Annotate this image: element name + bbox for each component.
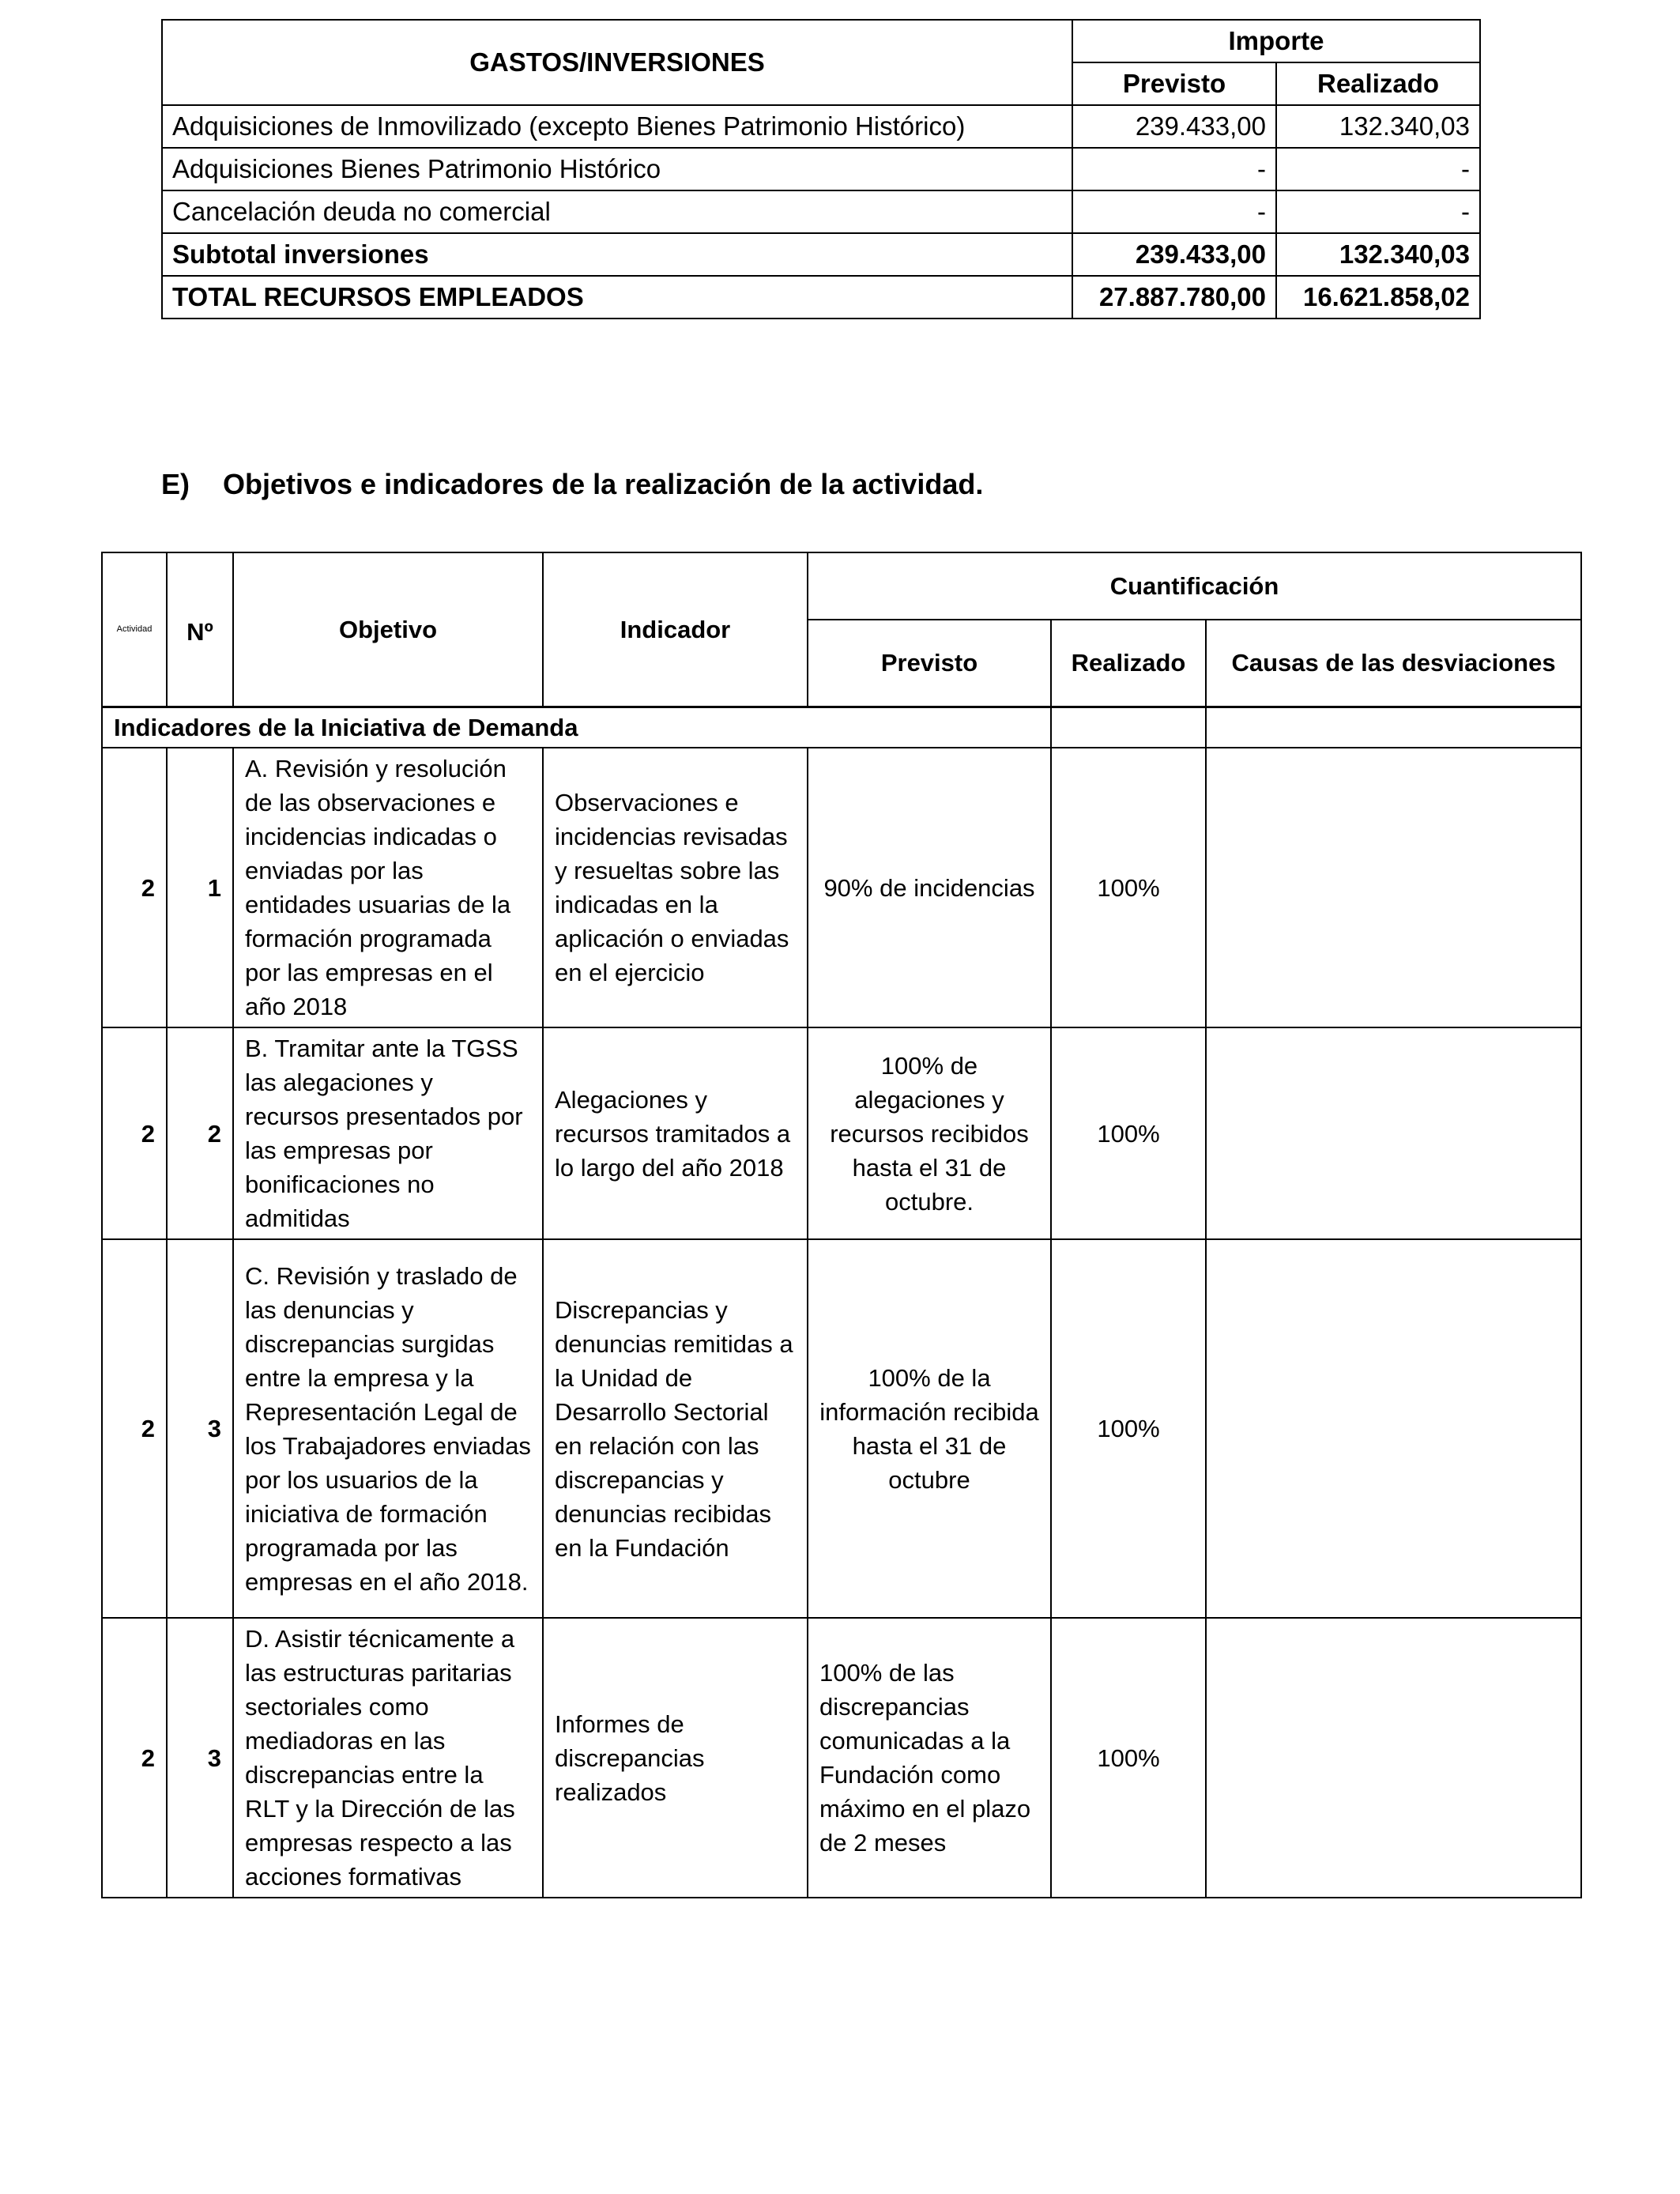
realizado-cell: - [1276,148,1480,190]
realizado-cell: - [1276,190,1480,233]
actividad-cell: 2 [102,1239,167,1618]
previsto-cell: 100% de alegaciones y recursos recibidos hasta el 31 de octubre. [808,1027,1051,1239]
numero-cell: 2 [167,1027,233,1239]
group-label: Indicadores de la Iniciativa de Demanda [102,707,1051,748]
gastos-header: GASTOS/INVERSIONES [162,20,1072,105]
realizado-cell: 100% [1051,1618,1206,1898]
concepto-cell: TOTAL RECURSOS EMPLEADOS [162,276,1072,319]
indicador-cell: Observaciones e incidencias revisadas y resueltas sobre las indicadas en la aplicación o enviadas en el ejercicio [543,748,808,1027]
section-letter: E) [161,468,190,500]
table-header-row [162,20,1480,62]
numero-cell: 3 [167,1239,233,1618]
concepto-cell: Subtotal inversiones [162,233,1072,276]
section-heading [161,468,983,501]
table-row [102,1618,1581,1898]
table-header-row [102,552,1581,620]
causas-cell [1206,1239,1581,1618]
total-row [162,276,1480,319]
indicador-cell: Discrepancias y denuncias remitidas a la Unidad de Desarrollo Sectorial en relación con las discrepancias y denuncias recibidas en la Fundación [543,1239,808,1618]
previsto-cell: 239.433,00 [1072,105,1276,148]
previsto-cell: - [1072,148,1276,190]
group-empty-cell [1051,707,1206,748]
subtotal-row [162,233,1480,276]
table-row [102,1027,1581,1239]
objetivo-cell: C. Revisión y traslado de las denuncias y discrepancias surgidas entre la empresa y la Representación Legal de los Trabajadores enviadas por los usuarios de la iniciativa de formación programada por las empresas en el año 2018. [233,1239,543,1618]
objetivo-cell: A. Revisión y resolución de las observaciones e incidencias indicadas o enviadas por las entidades usuarias de la formación programada por las empresas en el año 2018 [233,748,543,1027]
realizado-cell: 100% [1051,1239,1206,1618]
objetivo-cell: B. Tramitar ante la TGSS las alegaciones y recursos presentados por las empresas por bonificaciones no admitidas [233,1027,543,1239]
table-row [102,748,1581,1027]
realizado-cell: 100% [1051,748,1206,1027]
previsto-header: Previsto [1072,62,1276,105]
indicador-header: Indicador [543,552,808,707]
numero-cell: 1 [167,748,233,1027]
group-empty-cell [1206,707,1581,748]
previsto-cell: 100% de la información recibida hasta el 31 de octubre [808,1239,1051,1618]
actividad-cell: 2 [102,748,167,1027]
realizado-cell: 132.340,03 [1276,233,1480,276]
concepto-cell: Adquisiciones de Inmovilizado (excepto Bienes Patrimonio Histórico) [162,105,1072,148]
gastos-inversiones-table [161,19,1481,319]
causas-cell [1206,748,1581,1027]
realizado-cell: 100% [1051,1027,1206,1239]
previsto-header: Previsto [808,620,1051,707]
concepto-cell: Adquisiciones Bienes Patrimonio Histórico [162,148,1072,190]
realizado-cell: 132.340,03 [1276,105,1480,148]
previsto-cell: - [1072,190,1276,233]
previsto-cell: 100% de las discrepancias comunicadas a la Fundación como máximo en el plazo de 2 meses [808,1618,1051,1898]
table-row [162,190,1480,233]
previsto-cell: 239.433,00 [1072,233,1276,276]
table-row [102,1239,1581,1618]
causas-cell [1206,1027,1581,1239]
indicador-cell: Alegaciones y recursos tramitados a lo largo del año 2018 [543,1027,808,1239]
actividad-cell: 2 [102,1618,167,1898]
table-row [162,148,1480,190]
numero-header: Nº [167,552,233,707]
actividad-header: Actividad [102,552,167,707]
numero-cell: 3 [167,1618,233,1898]
group-row [102,707,1581,748]
realizado-cell: 16.621.858,02 [1276,276,1480,319]
concepto-cell: Cancelación deuda no comercial [162,190,1072,233]
causas-header: Causas de las desviaciones [1206,620,1581,707]
section-title: Objetivos e indicadores de la realización de la actividad. [223,468,984,500]
objetivo-cell: D. Asistir técnicamente a las estructuras paritarias sectoriales como mediadoras en las discrepancias entre la RLT y la Dirección de las empresas respecto a las acciones formativas [233,1618,543,1898]
previsto-cell: 27.887.780,00 [1072,276,1276,319]
cuantificacion-header: Cuantificación [808,552,1581,620]
indicador-cell: Informes de discrepancias realizados [543,1618,808,1898]
realizado-header: Realizado [1051,620,1206,707]
table-row [162,105,1480,148]
importe-header: Importe [1072,20,1480,62]
causas-cell [1206,1618,1581,1898]
realizado-header: Realizado [1276,62,1480,105]
actividad-cell: 2 [102,1027,167,1239]
objetivo-header: Objetivo [233,552,543,707]
objetivos-table [101,552,1582,1898]
previsto-cell: 90% de incidencias [808,748,1051,1027]
